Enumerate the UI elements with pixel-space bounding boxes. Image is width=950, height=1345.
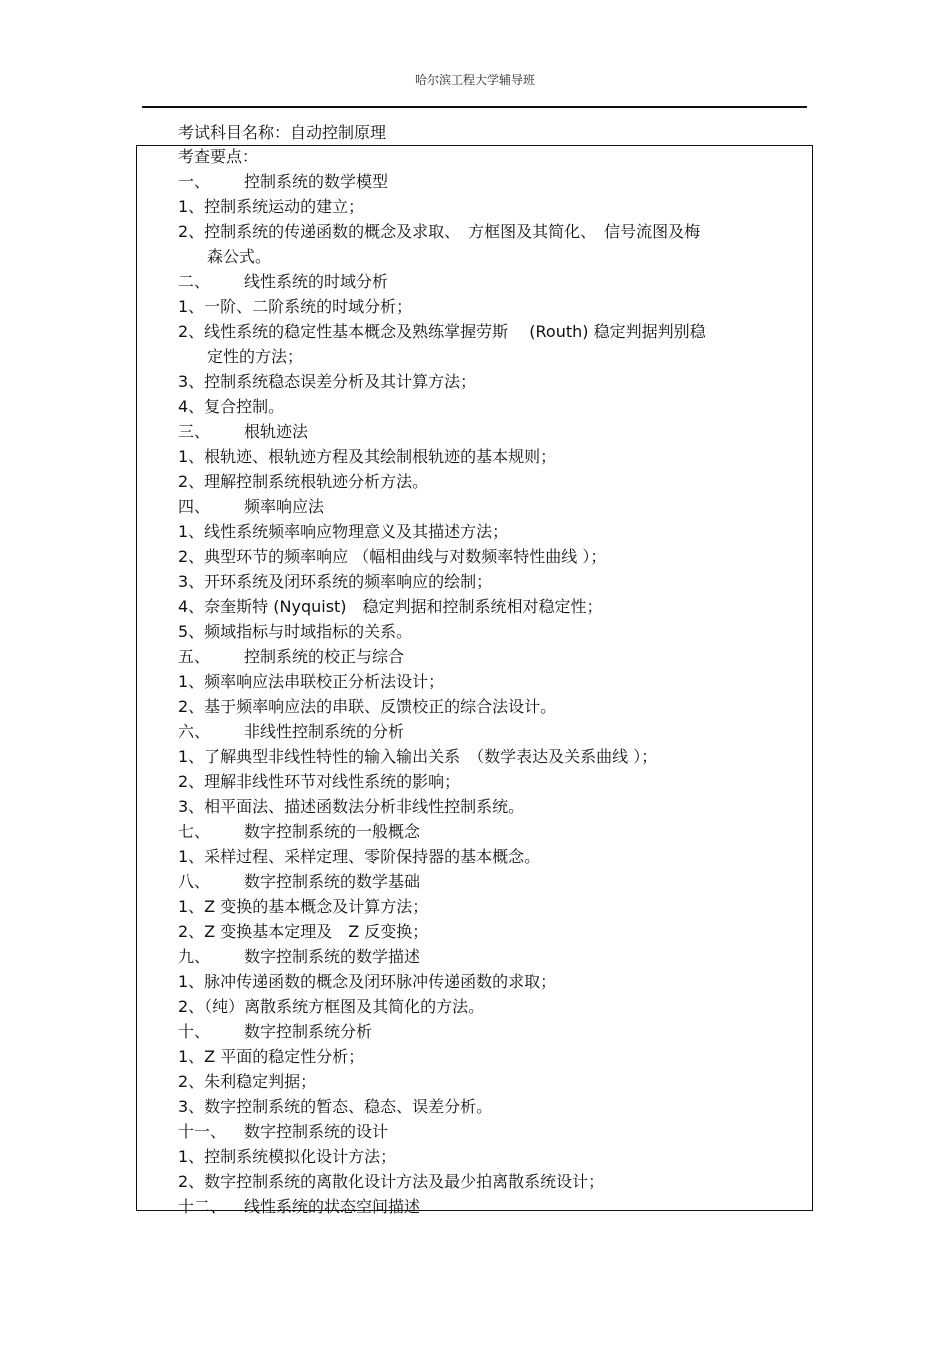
list-item: 1、频率响应法串联校正分析法设计； bbox=[178, 672, 445, 691]
section-heading bbox=[178, 944, 778, 969]
list-item: 1、一阶、二阶系统的时域分析； bbox=[178, 297, 413, 316]
section-heading bbox=[178, 644, 778, 669]
list-item: 1、线性系统频率响应物理意义及其描述方法； bbox=[178, 522, 509, 541]
section-title: 数字控制系统的数学基础 bbox=[244, 872, 421, 891]
list-item: 1、脉冲传递函数的概念及闭环脉冲传递函数的求取； bbox=[178, 972, 557, 991]
section-heading bbox=[178, 269, 778, 294]
list-item: 4、奈奎斯特 (Nyquist) 稳定判据和控制系统相对稳定性； bbox=[178, 597, 603, 616]
list-item: 2、（纯）离散系统方框图及其简化的方法。 bbox=[178, 997, 485, 1016]
exam-subject: 考试科目名称：自动控制原理 bbox=[178, 123, 387, 142]
list-item-continuation: 森公式。 bbox=[207, 247, 272, 266]
outline-heading: 考查要点： bbox=[178, 147, 259, 166]
list-item: 3、控制系统稳态误差分析及其计算方法； bbox=[178, 372, 477, 391]
list-item: 2、Z 变换基本定理及 Z 反变换； bbox=[178, 922, 429, 941]
list-item: 2、基于频率响应法的串联、反馈校正的综合法设计。 bbox=[178, 697, 557, 716]
section-number: 二、 bbox=[178, 272, 211, 291]
list-item: 1、Z 平面的稳定性分析； bbox=[178, 1047, 365, 1066]
list-item: 2、控制系统的传递函数的概念及求取、 方框图及其简化、 信号流图及梅 bbox=[178, 222, 701, 241]
section-heading bbox=[178, 819, 778, 844]
section-number: 九、 bbox=[178, 947, 211, 966]
list-item: 1、控制系统模拟化设计方法； bbox=[178, 1147, 397, 1166]
list-item: 2、数字控制系统的离散化设计方法及最少拍离散系统设计； bbox=[178, 1172, 605, 1191]
list-item: 3、相平面法、描述函数法分析非线性控制系统。 bbox=[178, 797, 525, 816]
list-item: 1、采样过程、采样定理、零阶保持器的基本概念。 bbox=[178, 847, 541, 866]
section-heading bbox=[178, 419, 778, 444]
section-number: 六、 bbox=[178, 722, 211, 741]
list-item: 1、根轨迹、根轨迹方程及其绘制根轨迹的基本规则； bbox=[178, 447, 557, 466]
section-title: 控制系统的数学模型 bbox=[244, 172, 389, 191]
section-number: 十二、 bbox=[178, 1197, 227, 1216]
outline-list bbox=[178, 144, 778, 1219]
list-item: 1、控制系统运动的建立； bbox=[178, 197, 365, 216]
list-item: 2、朱利稳定判据； bbox=[178, 1072, 317, 1091]
section-number: 七、 bbox=[178, 822, 211, 841]
list-item-continuation: 定性的方法； bbox=[207, 347, 304, 366]
section-number: 八、 bbox=[178, 872, 211, 891]
page-header-title: 哈尔滨工程大学辅导班 bbox=[414, 73, 535, 87]
section-title: 线性系统的时域分析 bbox=[244, 272, 389, 291]
section-number: 三、 bbox=[178, 422, 211, 441]
list-item: 2、理解非线性环节对线性系统的影响； bbox=[178, 772, 461, 791]
section-number: 一、 bbox=[178, 172, 211, 191]
section-number: 五、 bbox=[178, 647, 211, 666]
list-item: 2、线性系统的稳定性基本概念及熟练掌握劳斯 (Routh) 稳定判据判别稳 bbox=[178, 322, 706, 341]
section-title: 数字控制系统分析 bbox=[244, 1022, 373, 1041]
list-item: 4、复合控制。 bbox=[178, 397, 285, 416]
list-item: 3、开环系统及闭环系统的频率响应的绘制； bbox=[178, 572, 493, 591]
section-title: 线性系统的状态空间描述 bbox=[244, 1197, 421, 1216]
section-heading bbox=[178, 1194, 778, 1219]
list-item: 3、数字控制系统的暂态、稳态、误差分析。 bbox=[178, 1097, 493, 1116]
section-title: 数字控制系统的一般概念 bbox=[244, 822, 421, 841]
section-number: 十一、 bbox=[178, 1122, 227, 1141]
section-title: 数字控制系统的数学描述 bbox=[244, 947, 421, 966]
list-item: 1、Z 变换的基本概念及计算方法； bbox=[178, 897, 429, 916]
section-heading bbox=[178, 869, 778, 894]
list-item: 5、频域指标与时域指标的关系。 bbox=[178, 622, 413, 641]
header-rule bbox=[142, 106, 807, 108]
section-heading bbox=[178, 1019, 778, 1044]
section-number: 十、 bbox=[178, 1022, 211, 1041]
section-heading bbox=[178, 719, 778, 744]
list-item: 2、理解控制系统根轨迹分析方法。 bbox=[178, 472, 429, 491]
section-title: 根轨迹法 bbox=[244, 422, 309, 441]
section-title: 控制系统的校正与综合 bbox=[244, 647, 405, 666]
list-item: 1、了解典型非线性特性的输入输出关系 （数学表达及关系曲线 ）； bbox=[178, 747, 658, 766]
section-title: 数字控制系统的设计 bbox=[244, 1122, 389, 1141]
section-number: 四、 bbox=[178, 497, 211, 516]
section-heading bbox=[178, 1119, 778, 1144]
section-heading bbox=[178, 494, 778, 519]
section-title: 频率响应法 bbox=[244, 497, 325, 516]
list-item: 2、典型环节的频率响应 （幅相曲线与对数频率特性曲线 ）； bbox=[178, 547, 607, 566]
section-title: 非线性控制系统的分析 bbox=[244, 722, 405, 741]
section-heading bbox=[178, 169, 778, 194]
